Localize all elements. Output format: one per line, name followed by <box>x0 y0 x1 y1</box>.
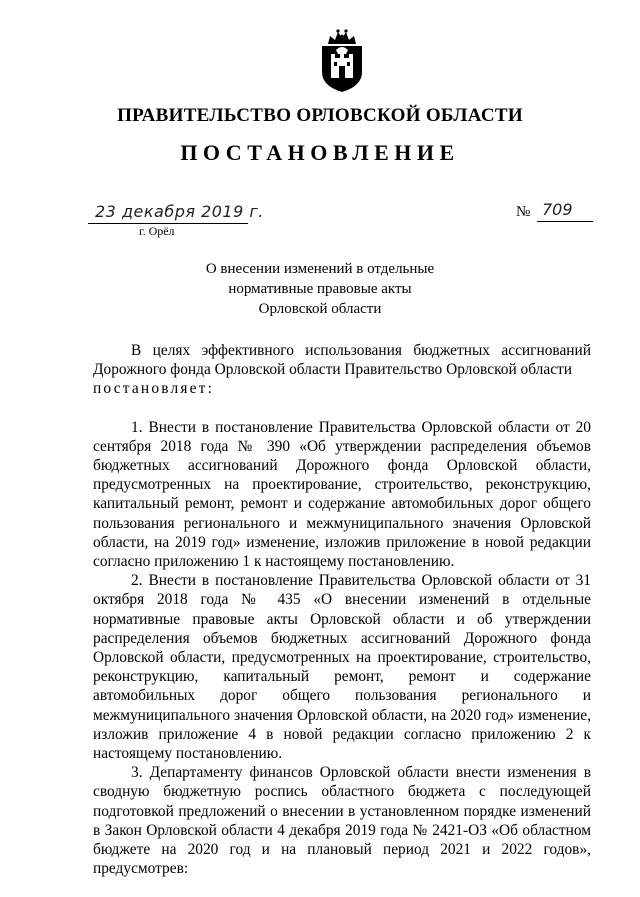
document-body <box>93 341 591 878</box>
item-1-paragraph: 1. Внести в постановление Правительства Орловской области от 20 сентября 2018 года № 390 «Об утверждении распределения объемов бюджетных ассигнований Дорожного фонда Орловской области, предусмотренных на проектирование, строительство, реконструкцию, капитальный ремонт, ремонт и содержание автомобильных дорог общего пользования регионального и межмуниципального значения Орловской области, на 2019 год» изменение, изложив приложение в новой редакции согласно приложению 1 к настоящему постановлению. <box>93 418 591 571</box>
resolve-word: постановляет: <box>93 380 215 398</box>
organization-title: ПРАВИТЕЛЬСТВО ОРЛОВСКОЙ ОБЛАСТИ <box>117 105 523 126</box>
number-sign: № <box>516 204 531 220</box>
intro-paragraph: В целях эффективного использования бюджетных ассигнований Дорожного фонда Орловской области Правительство Орловской области <box>93 342 591 379</box>
subject-line: Орловской области <box>258 301 382 317</box>
subject-line: нормативные правовые акты <box>228 281 412 297</box>
document-type-title: ПОСТАНОВЛЕНИЕ <box>180 140 460 165</box>
item-3-paragraph: 3. Департаменту финансов Орловской области внести изменения в сводную бюджетную роспись областного бюджета с последующей подготовкой предложений о внесении в установленном порядке изменений в Закон Орловской области 4 декабря 2019 года № 2421-ОЗ «Об областном бюджете на 2020 год и на плановый период 2021 и 2022 годов», предусмотрев: <box>93 764 591 878</box>
handwritten-number: 709 <box>542 200 573 219</box>
handwritten-date: 23 декабря 2019 г. <box>95 202 264 221</box>
coat-of-arms-emblem <box>316 28 368 94</box>
document-subject <box>0 259 640 319</box>
number-underline <box>537 221 593 222</box>
subject-line: О внесении изменений в отдельные <box>205 261 435 277</box>
item-2-paragraph: 2. Внести в постановление Правительства Орловской области от 31 октября 2018 года № 435 «О внесении изменений в отдельные нормативные правовые акты Орловской области и об утверждении распределения объемов бюджетных ассигнований Дорожного фонда Орловской области, предусмотренных на проектирование, строительство, реконструкцию, капитальный ремонт, ремонт и содержание автомобильных дорог общего пользования регионального и межмуниципального значения Орловской области, на 2020 год» изменение, изложив приложение 4 в новой редакции согласно приложению 2 к настоящему постановлению. <box>93 572 591 763</box>
city-label: г. Орёл <box>139 224 175 238</box>
